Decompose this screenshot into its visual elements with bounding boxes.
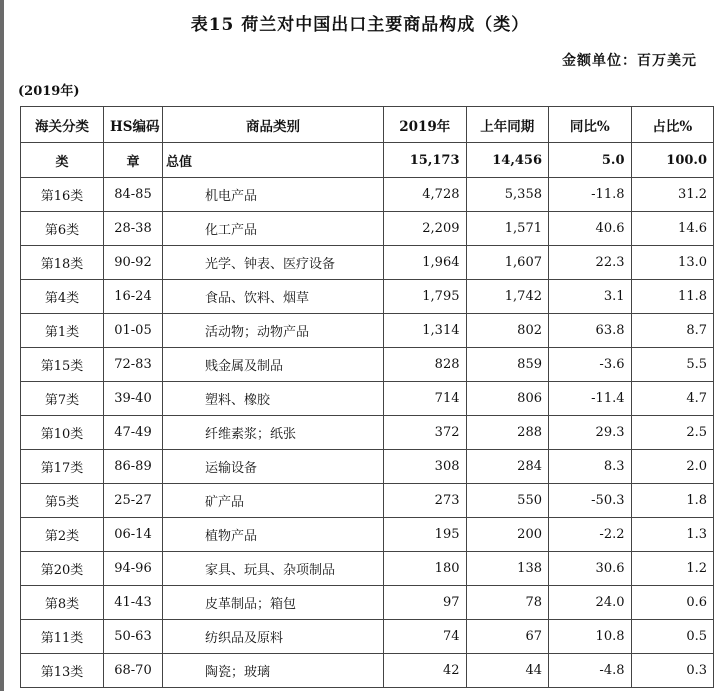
cell-prev: 550 — [466, 484, 549, 518]
cell-hs: 72-83 — [104, 348, 163, 382]
cell-hs: 68-70 — [104, 654, 163, 688]
cell-yoy: 30.6 — [549, 552, 632, 586]
year-note: (2019年) — [18, 84, 80, 99]
col-header-category: 商品类别 — [163, 107, 384, 143]
export-table — [20, 106, 714, 688]
cell-2019: 828 — [384, 348, 467, 382]
cell-prev: 78 — [466, 586, 549, 620]
cell-share: 0.6 — [631, 586, 714, 620]
cell-yoy: 10.8 — [549, 620, 632, 654]
cell-prev: 67 — [466, 620, 549, 654]
table-row — [21, 280, 714, 314]
cell-category: 总值 — [163, 143, 384, 178]
cell-category: 化工产品 — [163, 212, 384, 246]
table-row — [21, 178, 714, 212]
unit-note: 金额单位：百万美元 — [562, 53, 697, 69]
cell-2019: 308 — [384, 450, 467, 484]
cell-share: 1.3 — [631, 518, 714, 552]
cell-2019: 372 — [384, 416, 467, 450]
cell-share: 8.7 — [631, 314, 714, 348]
cell-class: 第20类 — [21, 552, 104, 586]
cell-share: 1.2 — [631, 552, 714, 586]
cell-yoy: 5.0 — [549, 143, 632, 178]
cell-class: 第11类 — [21, 620, 104, 654]
cell-share: 14.6 — [631, 212, 714, 246]
cell-hs: 06-14 — [104, 518, 163, 552]
cell-hs: 章 — [104, 143, 163, 178]
table-row — [21, 586, 714, 620]
cell-category: 植物产品 — [163, 518, 384, 552]
table-row — [21, 484, 714, 518]
cell-class: 第4类 — [21, 280, 104, 314]
cell-category: 纤维素浆；纸张 — [163, 416, 384, 450]
cell-class: 第2类 — [21, 518, 104, 552]
cell-hs: 39-40 — [104, 382, 163, 416]
cell-prev: 200 — [466, 518, 549, 552]
cell-2019: 2,209 — [384, 212, 467, 246]
cell-prev: 1,742 — [466, 280, 549, 314]
table-row — [21, 348, 714, 382]
cell-yoy: -11.8 — [549, 178, 632, 212]
cell-2019: 74 — [384, 620, 467, 654]
col-header-class: 海关分类 — [21, 107, 104, 143]
col-header-share: 占比% — [631, 107, 714, 143]
cell-2019: 4,728 — [384, 178, 467, 212]
cell-category: 皮革制品；箱包 — [163, 586, 384, 620]
cell-share: 0.5 — [631, 620, 714, 654]
cell-category: 矿产品 — [163, 484, 384, 518]
cell-prev: 1,571 — [466, 212, 549, 246]
cell-prev: 138 — [466, 552, 549, 586]
cell-2019: 195 — [384, 518, 467, 552]
table-row — [21, 416, 714, 450]
cell-yoy: 63.8 — [549, 314, 632, 348]
cell-class: 第15类 — [21, 348, 104, 382]
cell-class: 第18类 — [21, 246, 104, 280]
cell-yoy: 3.1 — [549, 280, 632, 314]
cell-2019: 1,964 — [384, 246, 467, 280]
cell-yoy: 29.3 — [549, 416, 632, 450]
cell-category: 食品、饮料、烟草 — [163, 280, 384, 314]
col-header-2019: 2019年 — [384, 107, 467, 143]
cell-class: 第13类 — [21, 654, 104, 688]
cell-prev: 44 — [466, 654, 549, 688]
cell-hs: 50-63 — [104, 620, 163, 654]
cell-yoy: -11.4 — [549, 382, 632, 416]
header-row — [21, 107, 714, 143]
cell-2019: 273 — [384, 484, 467, 518]
table-row — [21, 382, 714, 416]
cell-yoy: -2.2 — [549, 518, 632, 552]
cell-2019: 180 — [384, 552, 467, 586]
cell-class: 第8类 — [21, 586, 104, 620]
cell-share: 11.8 — [631, 280, 714, 314]
cell-category: 运输设备 — [163, 450, 384, 484]
cell-hs: 41-43 — [104, 586, 163, 620]
cell-class: 第5类 — [21, 484, 104, 518]
cell-yoy: -3.6 — [549, 348, 632, 382]
cell-2019: 714 — [384, 382, 467, 416]
col-header-prev: 上年同期 — [466, 107, 549, 143]
col-header-hs: HS编码 — [104, 107, 163, 143]
cell-share: 100.0 — [631, 143, 714, 178]
cell-hs: 86-89 — [104, 450, 163, 484]
cell-hs: 47-49 — [104, 416, 163, 450]
cell-category: 塑料、橡胶 — [163, 382, 384, 416]
cell-prev: 288 — [466, 416, 549, 450]
cell-hs: 16-24 — [104, 280, 163, 314]
cell-hs: 84-85 — [104, 178, 163, 212]
cell-yoy: -50.3 — [549, 484, 632, 518]
left-edge-bar — [0, 0, 4, 691]
cell-category: 陶瓷；玻璃 — [163, 654, 384, 688]
cell-prev: 859 — [466, 348, 549, 382]
cell-share: 5.5 — [631, 348, 714, 382]
cell-yoy: 8.3 — [549, 450, 632, 484]
cell-share: 2.0 — [631, 450, 714, 484]
table-row — [21, 620, 714, 654]
cell-share: 4.7 — [631, 382, 714, 416]
cell-class: 第17类 — [21, 450, 104, 484]
cell-category: 机电产品 — [163, 178, 384, 212]
cell-share: 31.2 — [631, 178, 714, 212]
cell-2019: 15,173 — [384, 143, 467, 178]
cell-share: 1.8 — [631, 484, 714, 518]
cell-prev: 802 — [466, 314, 549, 348]
cell-class: 第7类 — [21, 382, 104, 416]
cell-yoy: -4.8 — [549, 654, 632, 688]
cell-category: 活动物；动物产品 — [163, 314, 384, 348]
cell-yoy: 40.6 — [549, 212, 632, 246]
table-title: 表15 荷兰对中国出口主要商品构成（类） — [190, 15, 530, 35]
cell-category: 家具、玩具、杂项制品 — [163, 552, 384, 586]
table-row — [21, 518, 714, 552]
table-row — [21, 450, 714, 484]
cell-2019: 42 — [384, 654, 467, 688]
table-row — [21, 246, 714, 280]
cell-yoy: 22.3 — [549, 246, 632, 280]
cell-prev: 284 — [466, 450, 549, 484]
table-row — [21, 552, 714, 586]
cell-class: 第1类 — [21, 314, 104, 348]
table-row — [21, 314, 714, 348]
cell-hs: 90-92 — [104, 246, 163, 280]
cell-class: 第10类 — [21, 416, 104, 450]
cell-2019: 1,314 — [384, 314, 467, 348]
cell-prev: 806 — [466, 382, 549, 416]
cell-class: 第6类 — [21, 212, 104, 246]
cell-class: 类 — [21, 143, 104, 178]
cell-yoy: 24.0 — [549, 586, 632, 620]
cell-class: 第16类 — [21, 178, 104, 212]
cell-category: 纺织品及原料 — [163, 620, 384, 654]
cell-hs: 01-05 — [104, 314, 163, 348]
table-row — [21, 654, 714, 688]
cell-hs: 94-96 — [104, 552, 163, 586]
cell-share: 2.5 — [631, 416, 714, 450]
cell-hs: 25-27 — [104, 484, 163, 518]
cell-prev: 14,456 — [466, 143, 549, 178]
cell-share: 13.0 — [631, 246, 714, 280]
cell-2019: 1,795 — [384, 280, 467, 314]
cell-category: 光学、钟表、医疗设备 — [163, 246, 384, 280]
cell-share: 0.3 — [631, 654, 714, 688]
cell-prev: 5,358 — [466, 178, 549, 212]
cell-category: 贱金属及制品 — [163, 348, 384, 382]
cell-prev: 1,607 — [466, 246, 549, 280]
cell-2019: 97 — [384, 586, 467, 620]
col-header-yoy: 同比% — [549, 107, 632, 143]
table-row — [21, 212, 714, 246]
cell-hs: 28-38 — [104, 212, 163, 246]
total-row — [21, 143, 714, 178]
